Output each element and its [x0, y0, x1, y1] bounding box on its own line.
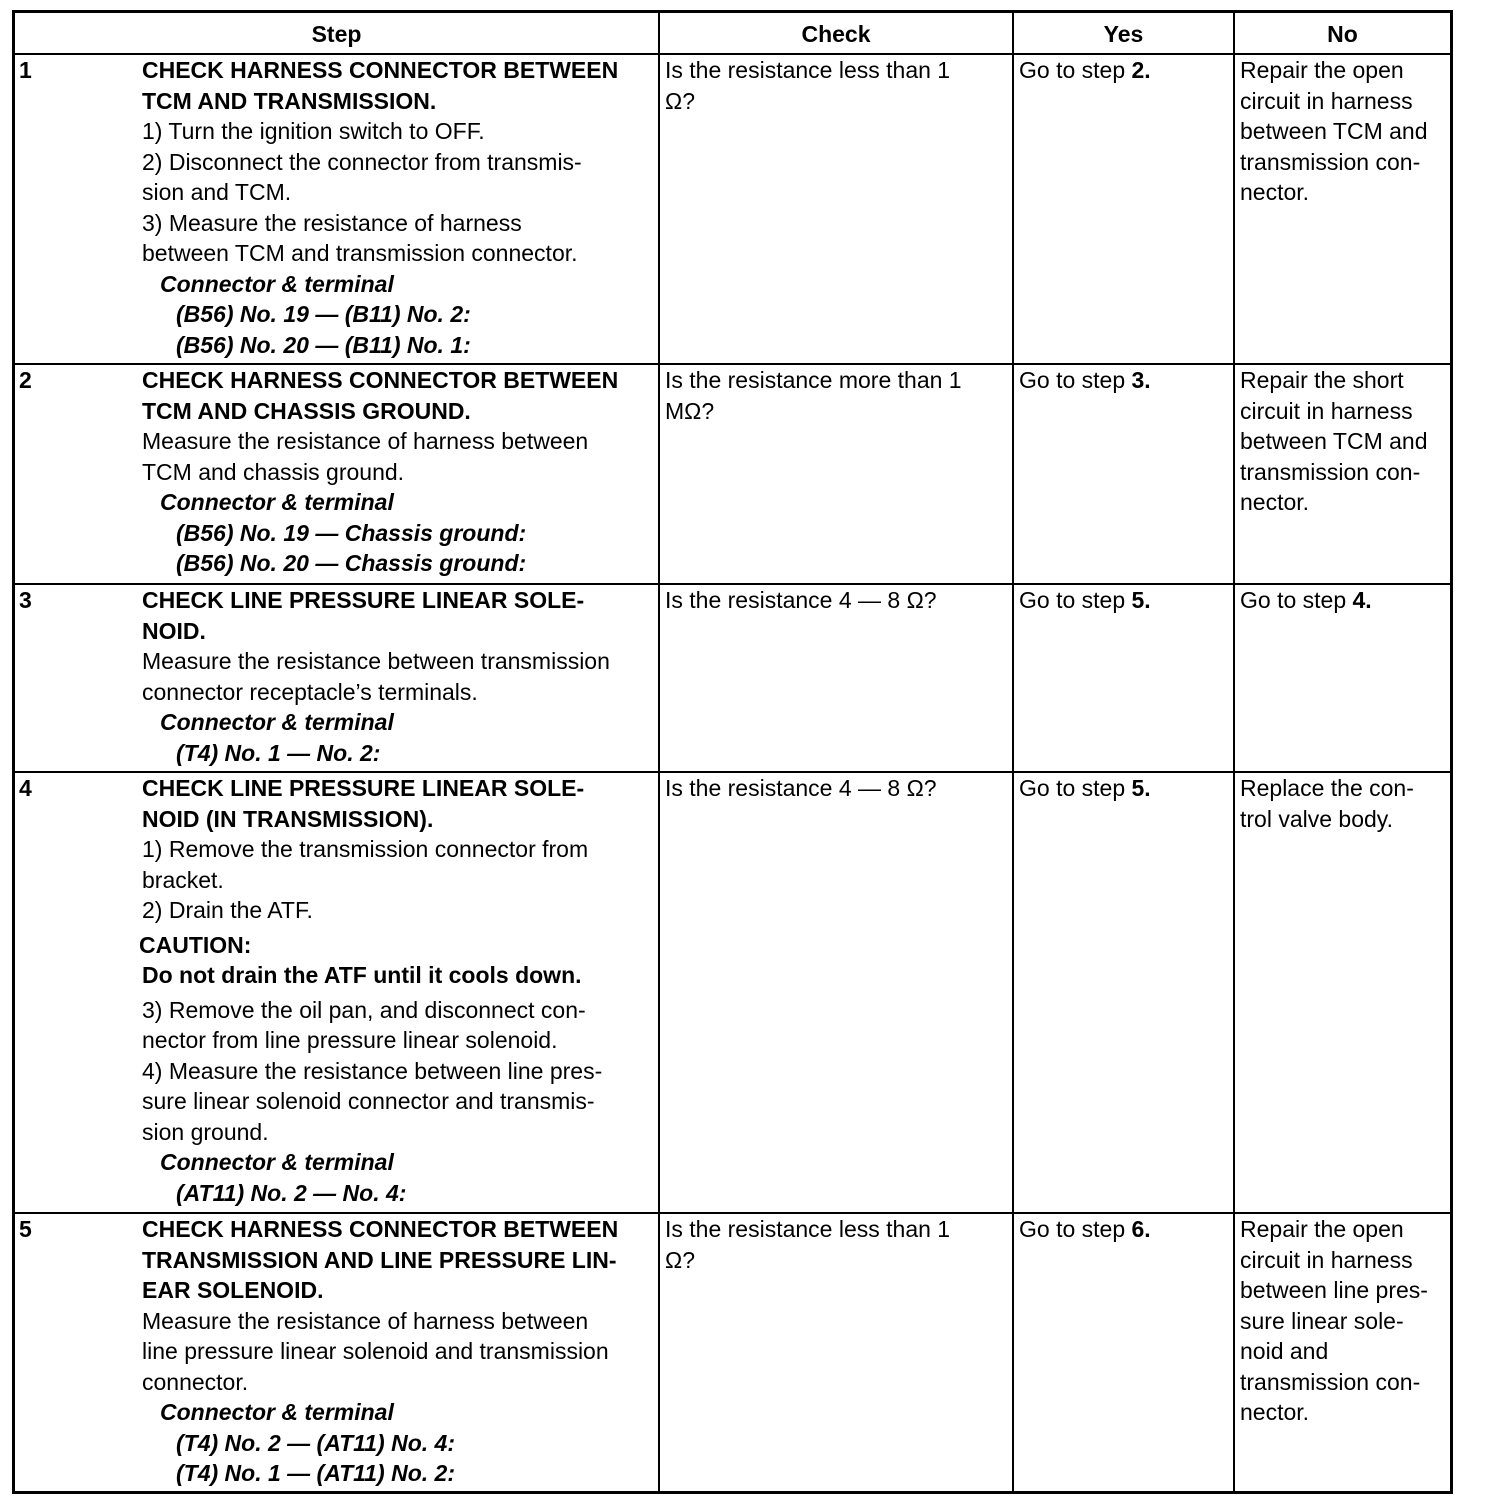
terminal-spec: (T4) No. 1 — (AT11) No. 2: [176, 1460, 455, 1486]
yes-cell [1013, 772, 1234, 1213]
table-row-step-3 [15, 584, 1450, 772]
instruction-line: Measure the resistance between transmission [142, 648, 610, 674]
terminal-spec: (B56) No. 19 — (B11) No. 2: [176, 301, 471, 327]
step-cell [15, 364, 659, 584]
header-no: No [1234, 13, 1450, 54]
check-line: Is the resistance 4 — 8 Ω? [665, 587, 937, 613]
step-number: 3 [19, 587, 32, 613]
instruction-line: sure linear solenoid connector and transmis- [142, 1088, 595, 1114]
yes-text: Go to step [1019, 57, 1132, 83]
check-cell [659, 364, 1013, 584]
no-text: Go to step [1240, 587, 1353, 613]
yes-step-ref: 2. [1131, 57, 1151, 83]
instruction-line: bracket. [142, 866, 224, 893]
step-number: 4 [19, 775, 32, 801]
yes-step-ref: 5. [1131, 587, 1151, 613]
no-step-ref: 4. [1352, 587, 1372, 613]
no-line: transmission con- [1240, 1368, 1421, 1395]
instruction-line: 2) Drain the ATF. [142, 897, 313, 923]
yes-cell [1013, 584, 1234, 772]
step-body [139, 773, 658, 1208]
instruction-line: 3) Remove the oil pan, and disconnect con- [142, 996, 586, 1023]
check-line: Ω? [665, 1246, 695, 1273]
caution-text: Do not drain the ATF until it cools down. [142, 962, 582, 988]
no-line: Repair the open [1240, 57, 1404, 83]
step-title-line: TRANSMISSION AND LINE PRESSURE LIN- [142, 1246, 617, 1273]
check-line: Is the resistance less than 1 [665, 57, 951, 83]
check-cell [659, 1213, 1013, 1493]
no-line: transmission con- [1240, 148, 1421, 175]
no-line: between TCM and [1240, 118, 1428, 144]
instruction-line: Measure the resistance of harness between [142, 1307, 589, 1334]
terminal-spec: (B56) No. 19 — Chassis ground: [176, 519, 527, 546]
instruction-line: connector receptacle’s terminals. [142, 678, 478, 705]
step-body [142, 585, 658, 768]
step-cell [15, 584, 659, 772]
step-title-line: TCM AND CHASSIS GROUND. [142, 397, 471, 424]
no-line: transmission con- [1240, 458, 1421, 485]
step-body [142, 365, 658, 579]
no-line: trol valve body. [1240, 805, 1393, 832]
check-line: MΩ? [665, 397, 715, 424]
header-step: Step [15, 13, 659, 54]
step-number: 1 [19, 57, 32, 83]
header-check: Check [659, 13, 1013, 54]
no-line: nector. [1240, 489, 1310, 515]
no-cell [1234, 1213, 1450, 1493]
connector-label: Connector & terminal [160, 1399, 394, 1425]
caution-heading: CAUTION: [139, 931, 252, 958]
step-body [142, 55, 658, 360]
header-yes: Yes [1013, 13, 1234, 54]
check-cell [659, 54, 1013, 364]
instruction-line: between TCM and transmission connector. [142, 240, 578, 266]
no-line: Repair the short [1240, 367, 1404, 393]
no-line: between line pres- [1240, 1277, 1428, 1303]
yes-text: Go to step [1019, 775, 1132, 801]
check-line: Ω? [665, 87, 695, 114]
no-cell [1234, 364, 1450, 584]
no-line: nector. [1240, 1399, 1310, 1425]
instruction-line: TCM and chassis ground. [142, 458, 405, 485]
yes-text: Go to step [1019, 1216, 1132, 1242]
step-title-line: TCM AND TRANSMISSION. [142, 87, 437, 114]
terminal-spec: (B56) No. 20 — Chassis ground: [176, 550, 527, 576]
step-number: 2 [19, 367, 32, 393]
step-title-line: CHECK LINE PRESSURE LINEAR SOLE- [142, 587, 585, 613]
check-line: Is the resistance 4 — 8 Ω? [665, 775, 937, 801]
table-row-step-4 [15, 772, 1450, 1213]
yes-cell [1013, 54, 1234, 364]
yes-cell [1013, 364, 1234, 584]
instruction-line: 1) Turn the ignition switch to OFF. [142, 118, 485, 144]
step-cell [15, 772, 659, 1213]
no-line: circuit in harness [1240, 87, 1413, 114]
table-row-step-2 [15, 364, 1450, 584]
table-row-step-5 [15, 1213, 1450, 1493]
instruction-line: Measure the resistance of harness between [142, 428, 589, 454]
yes-step-ref: 6. [1131, 1216, 1151, 1242]
step-title-line: CHECK LINE PRESSURE LINEAR SOLE- [142, 775, 585, 801]
connector-label: Connector & terminal [160, 489, 394, 515]
step-title-line: CHECK HARNESS CONNECTOR BETWEEN [142, 367, 619, 393]
no-cell [1234, 54, 1450, 364]
no-line: sure linear sole- [1240, 1307, 1404, 1334]
check-line: Is the resistance more than 1 [665, 367, 962, 393]
step-title-line: EAR SOLENOID. [142, 1277, 324, 1303]
instruction-line: sion ground. [142, 1118, 269, 1145]
instruction-line: nector from line pressure linear solenoid. [142, 1027, 558, 1053]
step-body [142, 1214, 658, 1489]
step-title-line: CHECK HARNESS CONNECTOR BETWEEN [142, 1216, 619, 1242]
step-cell [15, 1213, 659, 1493]
step-title-line: NOID. [142, 617, 206, 644]
yes-step-ref: 3. [1131, 367, 1151, 393]
instruction-line: 2) Disconnect the connector from transmis- [142, 148, 582, 175]
instruction-line: sion and TCM. [142, 179, 292, 205]
yes-text: Go to step [1019, 367, 1132, 393]
step-title-line: NOID (IN TRANSMISSION). [142, 805, 434, 832]
yes-text: Go to step [1019, 587, 1132, 613]
instruction-line: connector. [142, 1368, 249, 1395]
table-row-step-1 [15, 54, 1450, 364]
no-line: between TCM and [1240, 428, 1428, 454]
step-cell [15, 54, 659, 364]
no-line: circuit in harness [1240, 397, 1413, 424]
connector-label: Connector & terminal [160, 709, 394, 735]
no-line: noid and [1240, 1338, 1329, 1364]
terminal-spec: (B56) No. 20 — (B11) No. 1: [176, 331, 471, 358]
terminal-spec: (AT11) No. 2 — No. 4: [176, 1179, 407, 1206]
no-cell [1234, 584, 1450, 772]
step-title-line: CHECK HARNESS CONNECTOR BETWEEN [142, 57, 619, 83]
instruction-line: 3) Measure the resistance of harness [142, 209, 522, 236]
connector-label: Connector & terminal [160, 1149, 394, 1175]
instruction-line: 4) Measure the resistance between line pres- [142, 1057, 603, 1084]
yes-step-ref: 5. [1131, 775, 1151, 801]
check-cell [659, 772, 1013, 1213]
no-line: Replace the con- [1240, 775, 1414, 801]
no-line: nector. [1240, 179, 1310, 205]
no-line: Repair the open [1240, 1216, 1404, 1242]
yes-cell [1013, 1213, 1234, 1493]
no-cell [1234, 772, 1450, 1213]
no-line: circuit in harness [1240, 1246, 1413, 1273]
check-line: Is the resistance less than 1 [665, 1216, 951, 1242]
diagnostic-table-sheet [12, 10, 1453, 1494]
check-cell [659, 584, 1013, 772]
header-row [15, 13, 1450, 54]
instruction-line: line pressure linear solenoid and transmission [142, 1338, 609, 1364]
terminal-spec: (T4) No. 2 — (AT11) No. 4: [176, 1429, 455, 1456]
step-number: 5 [19, 1216, 32, 1242]
diagnostic-table [15, 13, 1450, 1493]
terminal-spec: (T4) No. 1 — No. 2: [176, 739, 381, 766]
connector-label: Connector & terminal [160, 270, 394, 297]
instruction-line: 1) Remove the transmission connector from [142, 836, 589, 862]
